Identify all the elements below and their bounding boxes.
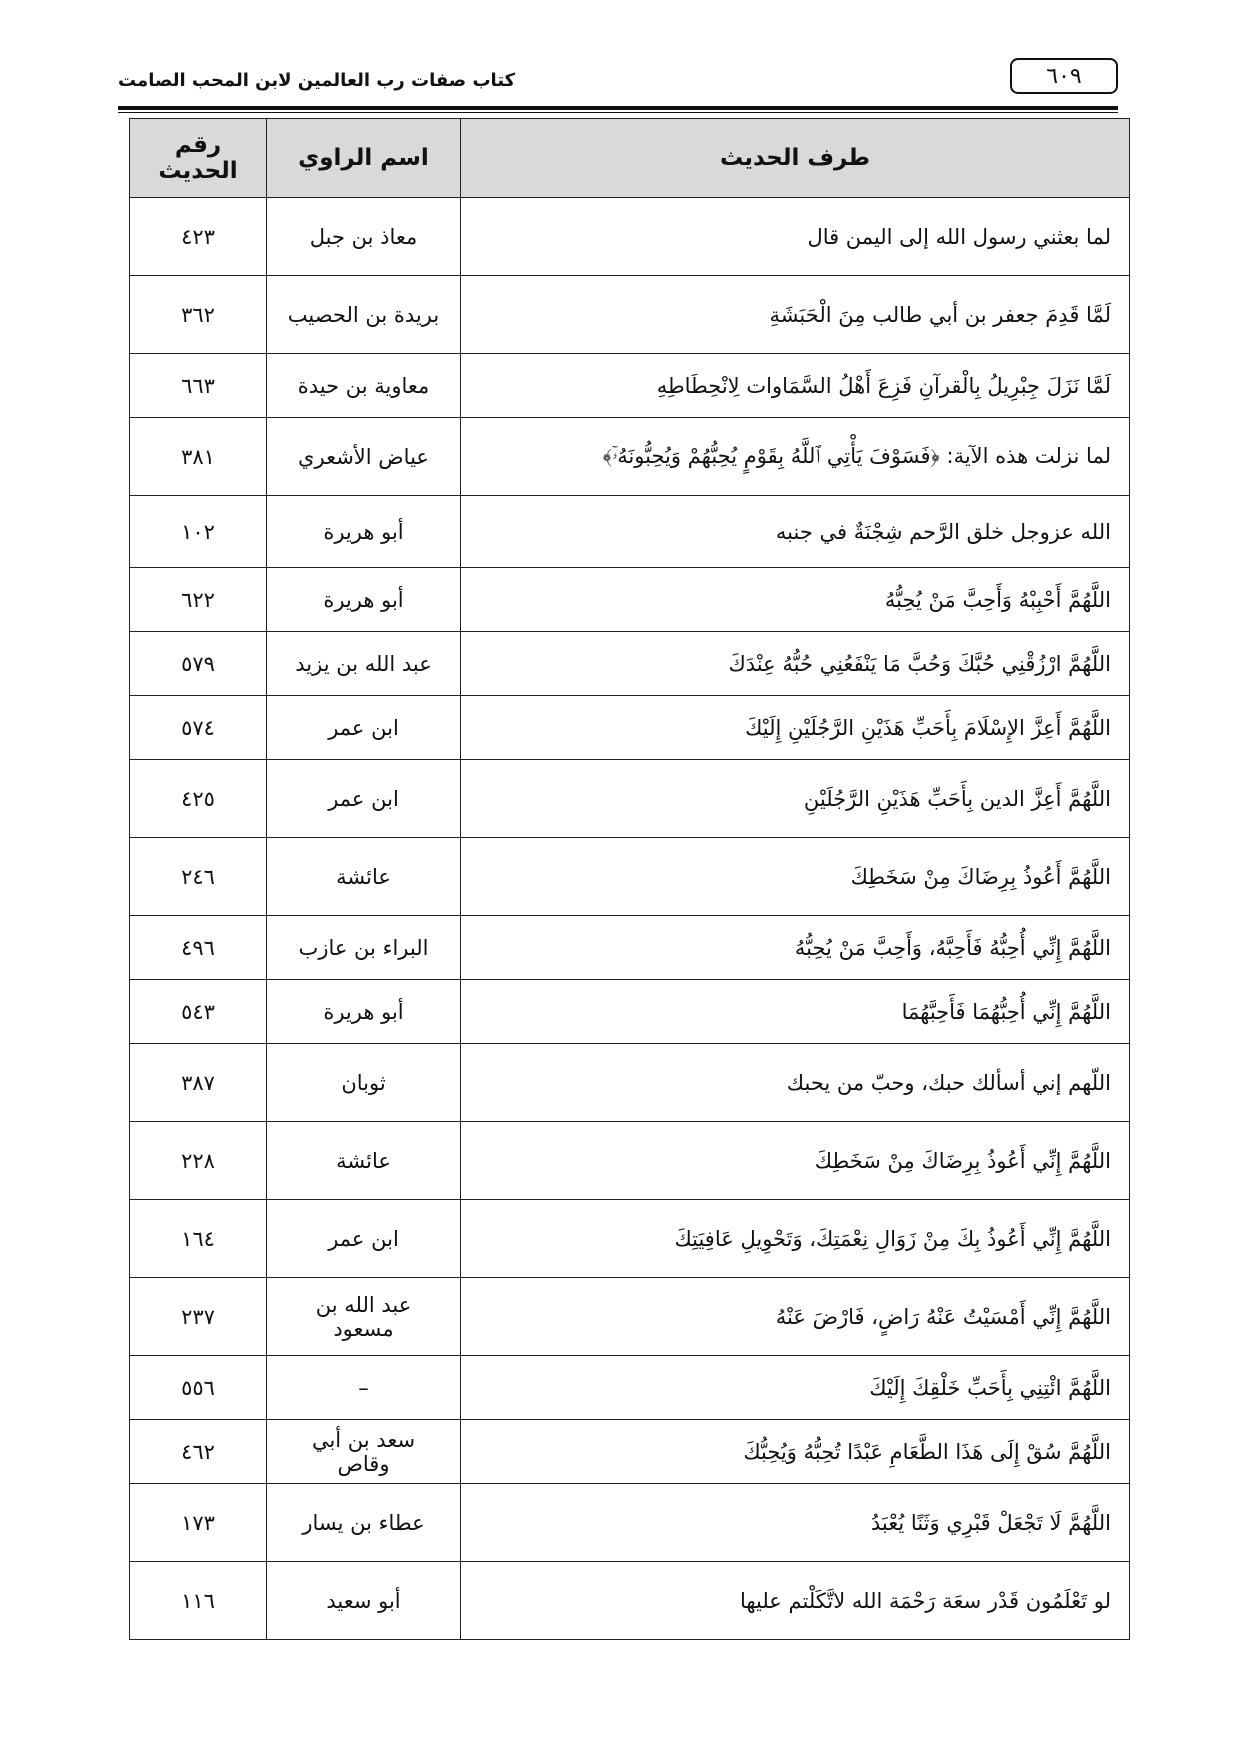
- hadith-text: اللَّهُمَّ ائْتِنِي بِأَحَبِّ خَلْقِكَ إِلَيْكَ: [461, 1356, 1130, 1420]
- narrator-name: عبد الله بن يزيد: [267, 632, 461, 696]
- narrator-name: عطاء بن يسار: [267, 1484, 461, 1562]
- hadith-text: اللَّهُمَّ إِنِّي أَمْسَيْتُ عَنْهُ رَاضٍ، فَارْضَ عَنْهُ: [461, 1278, 1130, 1356]
- table-row: [130, 418, 1130, 496]
- narrator-name: سعد بن أبي وقاص: [267, 1420, 461, 1484]
- narrator-name: عائشة: [267, 838, 461, 916]
- table-row: [130, 198, 1130, 276]
- hadith-text: لَمَّا قَدِمَ جعفر بن أبي طالب مِنَ الْحَبَشَةِ: [461, 276, 1130, 354]
- page-number: ٦٠٩: [1010, 58, 1118, 94]
- hadith-text: لما بعثني رسول الله إلى اليمن قال: [461, 198, 1130, 276]
- hadith-number: ٥٧٩: [130, 632, 267, 696]
- narrator-name: معاوية بن حيدة: [267, 354, 461, 418]
- hadith-text: الله عزوجل خلق الرَّحم شِجْنَةٌ في جنبه: [461, 496, 1130, 568]
- hadith-text: اللَّهُمَّ أَعِزَّ الإِسْلَامَ بِأَحَبِّ هَذَيْنِ الرَّجُلَيْنِ إِلَيْكَ: [461, 696, 1130, 760]
- narrator-name: ثوبان: [267, 1044, 461, 1122]
- hadith-text: اللَّهُمَّ إِنِّي أُحِبُّهُ فَأَحِبَّهُ، وَأَحِبَّ مَنْ يُحِبُّهُ: [461, 916, 1130, 980]
- hadith-number: ٤٢٣: [130, 198, 267, 276]
- hadith-number: ٤٩٦: [130, 916, 267, 980]
- hadith-number: ٥٧٤: [130, 696, 267, 760]
- table-row: [130, 276, 1130, 354]
- header-rule: [118, 106, 1118, 110]
- narrator-name: ابن عمر: [267, 1200, 461, 1278]
- narrator-name: معاذ بن جبل: [267, 198, 461, 276]
- narrator-name: عياض الأشعري: [267, 418, 461, 496]
- hadith-text: اللّهم إني أسألك حبك، وحبّ من يحبك: [461, 1044, 1130, 1122]
- hadith-text: لو تَعْلَمُون قَدْر سعَة رَحْمَة الله لاتَّكَلْتم عليها: [461, 1562, 1130, 1640]
- hadith-number: ٥٤٣: [130, 980, 267, 1044]
- hadith-text: اللَّهُمَّ أَعِزَّ الدين بِأَحَبِّ هَذَيْنِ الرَّجُلَيْنِ: [461, 760, 1130, 838]
- narrator-name: –: [267, 1356, 461, 1420]
- narrator-name: أبو هريرة: [267, 568, 461, 632]
- hadith-text: اللَّهُمَّ إِنِّي أُحِبُّهُمَا فَأَحِبَّهُمَا: [461, 980, 1130, 1044]
- hadith-text: لَمَّا نَزَلَ جِبْرِيلُ بِالْقرآنِ فَزِعَ أَهْلُ السَّمَاوات لِانْحِطَاطِهِ: [461, 354, 1130, 418]
- table-row: [130, 632, 1130, 696]
- table-row: [130, 1122, 1130, 1200]
- hadith-text: اللَّهُمَّ أَعُوذُ بِرِضَاكَ مِنْ سَخَطِكَ: [461, 838, 1130, 916]
- hadith-text: اللَّهُمَّ أَحْبِبْهُ وَأَحِبَّ مَنْ يُحِبُّهُ: [461, 568, 1130, 632]
- hadith-number: ٤٦٢: [130, 1420, 267, 1484]
- narrator-name: البراء بن عازب: [267, 916, 461, 980]
- hadith-number: ٦٦٣: [130, 354, 267, 418]
- table-row: [130, 568, 1130, 632]
- hadith-number: ٤٢٥: [130, 760, 267, 838]
- hadith-number: ٢٢٨: [130, 1122, 267, 1200]
- hadith-number: ٥٥٦: [130, 1356, 267, 1420]
- hadith-text: لما نزلت هذه الآية: ﴿فَسَوْفَ يَأْتِي ٱللَّهُ بِقَوْمٍ يُحِبُّهُمْ وَيُحِبُّونَهُۥٓ﴾: [461, 418, 1130, 496]
- narrator-name: أبو هريرة: [267, 496, 461, 568]
- table-header-row: [130, 119, 1130, 198]
- hadith-index-table: [129, 118, 1130, 1640]
- hadith-number: ١١٦: [130, 1562, 267, 1640]
- table-row: [130, 916, 1130, 980]
- narrator-name: أبو سعيد: [267, 1562, 461, 1640]
- hadith-text: اللَّهُمَّ لَا تَجْعَلْ قَبْرِي وَثَنًا يُعْبَدُ: [461, 1484, 1130, 1562]
- hadith-text: اللَّهُمَّ ارْزُقْنِي حُبَّكَ وَحُبَّ مَا يَنْفَعُنِي حُبُّهُ عِنْدَكَ: [461, 632, 1130, 696]
- table-row: [130, 354, 1130, 418]
- table-row: [130, 1278, 1130, 1356]
- narrator-name: بريدة بن الحصيب: [267, 276, 461, 354]
- table-row: [130, 1044, 1130, 1122]
- narrator-name: عائشة: [267, 1122, 461, 1200]
- hadith-number: ١٠٢: [130, 496, 267, 568]
- table-row: [130, 1420, 1130, 1484]
- column-header-narrator: اسم الراوي: [267, 119, 461, 198]
- column-header-hadith-number: رقم الحديث: [130, 119, 267, 198]
- narrator-name: ابن عمر: [267, 760, 461, 838]
- table-row: [130, 1200, 1130, 1278]
- table-row: [130, 1356, 1130, 1420]
- hadith-number: ٣٨٧: [130, 1044, 267, 1122]
- hadith-number: ١٦٤: [130, 1200, 267, 1278]
- hadith-number: ٢٤٦: [130, 838, 267, 916]
- column-header-hadith-text: طرف الحديث: [461, 119, 1130, 198]
- table-row: [130, 496, 1130, 568]
- table-row: [130, 760, 1130, 838]
- narrator-name: عبد الله بن مسعود: [267, 1278, 461, 1356]
- hadith-number: ٣٨١: [130, 418, 267, 496]
- hadith-number: ١٧٣: [130, 1484, 267, 1562]
- table-row: [130, 980, 1130, 1044]
- hadith-number: ٢٣٧: [130, 1278, 267, 1356]
- table-row: [130, 696, 1130, 760]
- hadith-text: اللَّهُمَّ إِنِّي أَعُوذُ بِرِضَاكَ مِنْ سَخَطِكَ: [461, 1122, 1130, 1200]
- hadith-text: اللَّهُمَّ سُقْ إِلَى هَذَا الطَّعَامِ عَبْدًا تُحِبُّهُ وَيُحِبُّكَ: [461, 1420, 1130, 1484]
- narrator-name: أبو هريرة: [267, 980, 461, 1044]
- book-title: كتاب صفات رب العالمين لابن المحب الصامت: [118, 70, 516, 91]
- narrator-name: ابن عمر: [267, 696, 461, 760]
- table-row: [130, 838, 1130, 916]
- table-row: [130, 1562, 1130, 1640]
- header-rule-thin: [118, 112, 1118, 113]
- hadith-number: ٣٦٢: [130, 276, 267, 354]
- table-row: [130, 1484, 1130, 1562]
- hadith-number: ٦٢٢: [130, 568, 267, 632]
- hadith-text: اللَّهُمَّ إِنِّي أَعُوذُ بِكَ مِنْ زَوَالِ نِعْمَتِكَ، وَتَحْوِيلِ عَافِيَتِكَ: [461, 1200, 1130, 1278]
